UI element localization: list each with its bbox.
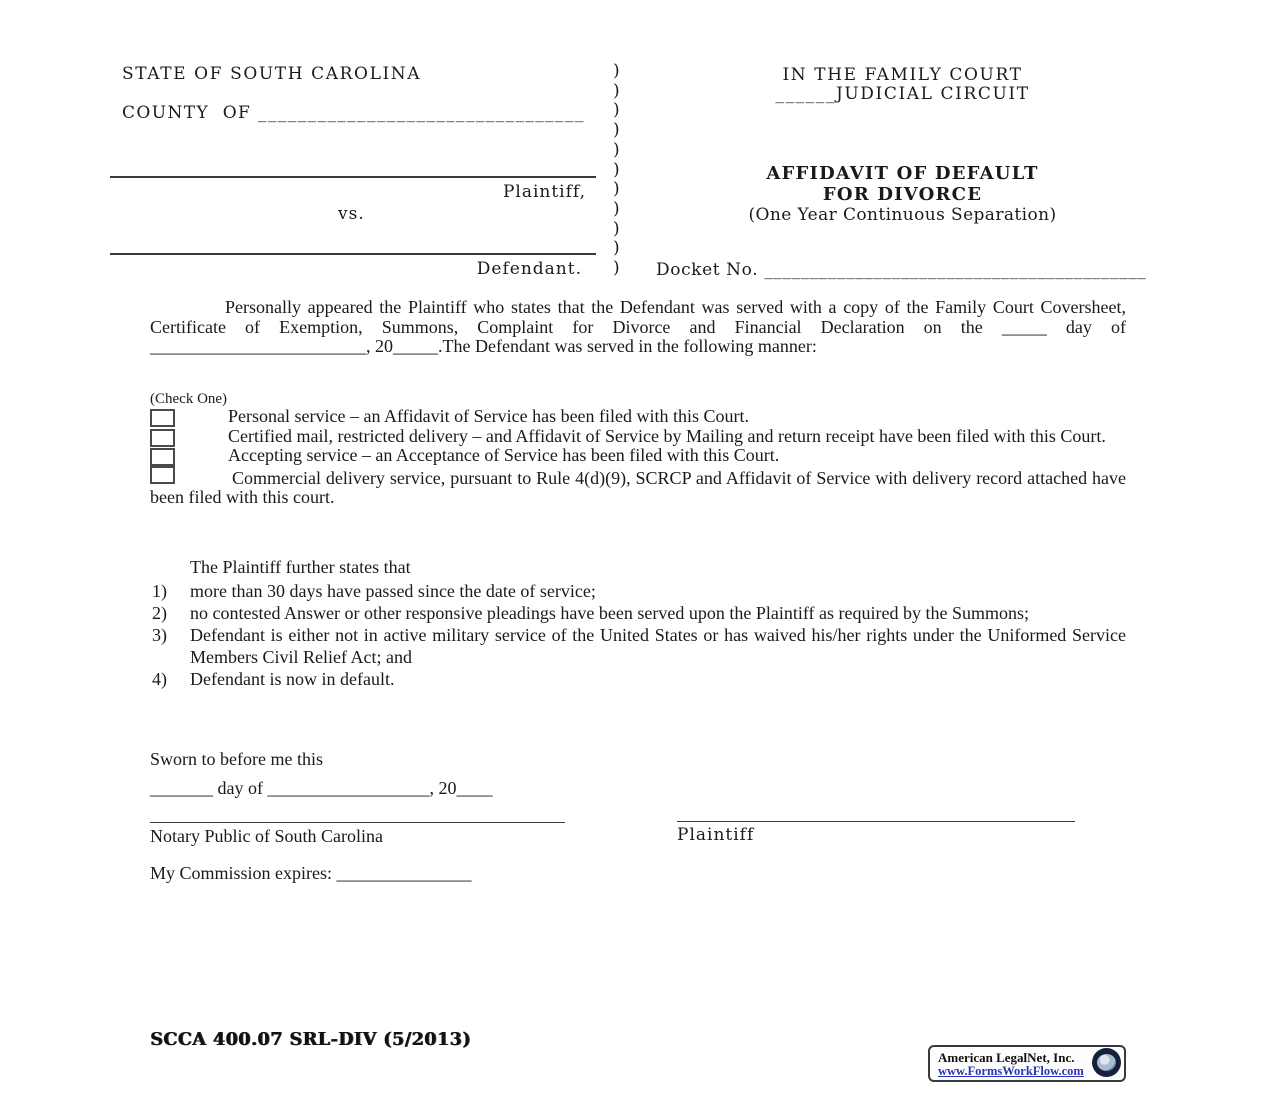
versus-label: vs. xyxy=(338,204,365,224)
defendant-name-line xyxy=(110,253,596,255)
option-certified-mail xyxy=(150,427,1126,447)
defendant-label: Defendant. xyxy=(476,259,582,279)
notary-signature-line xyxy=(150,822,565,823)
court-name: IN THE FAMILY COURT xyxy=(782,65,1023,85)
accepting-service-checkbox[interactable] xyxy=(150,448,175,466)
notary-label: Notary Public of South Carolina xyxy=(150,826,383,846)
globe-inner xyxy=(1097,1054,1116,1071)
state-line: STATE OF SOUTH CAROLINA xyxy=(122,64,422,84)
legalnet-globe-icon xyxy=(1092,1048,1121,1077)
list-item-text: more than 30 days have passed since the date of service; xyxy=(190,581,596,601)
plaintiff-name-line xyxy=(110,176,596,178)
form-subtitle: (One Year Continuous Separation) xyxy=(748,205,1057,225)
commission-expires-line: My Commission expires: _______________ xyxy=(150,863,472,883)
paren-glyph: ) xyxy=(613,179,620,200)
plaintiff-signature-line xyxy=(677,821,1075,822)
list-item-text: Defendant is either not in active military service of the United States or has waived his/her rights under the Uniformed Service Members Civil Relief Act; and xyxy=(190,625,1126,667)
docket-number-line: Docket No. __________________________________________ xyxy=(656,260,1147,280)
personal-service-text: Personal service – an Affidavit of Service has been filed with this Court. xyxy=(228,406,750,426)
sworn-line: Sworn to before me this xyxy=(150,749,323,769)
legalnet-stamp xyxy=(928,1045,1126,1082)
sworn-date-line: _______ day of __________________, 20____ xyxy=(150,778,493,798)
list-item-text: no contested Answer or other responsive pleadings have been served upon the Plaintiff as required by the Summons; xyxy=(190,603,1029,623)
paren-glyph: ) xyxy=(613,120,620,141)
certified-mail-checkbox[interactable] xyxy=(150,429,175,447)
form-title-line2: FOR DIVORCE xyxy=(822,184,983,205)
list-item xyxy=(152,602,1126,624)
certified-mail-text: Certified mail, restricted delivery – and Affidavit of Service by Mailing and return receipt have been filed with this Court. xyxy=(228,425,1106,446)
case-caption xyxy=(110,60,1155,292)
personal-service-checkbox[interactable] xyxy=(150,409,175,427)
service-method-options xyxy=(150,407,1126,508)
list-item-number: 2) xyxy=(152,603,167,623)
list-item-text: Defendant is now in default. xyxy=(190,669,395,689)
judicial-circuit-line: ______JUDICIAL CIRCUIT xyxy=(775,84,1030,104)
paren-glyph: ) xyxy=(613,218,620,239)
option-personal-service xyxy=(150,407,1126,427)
paren-glyph: ) xyxy=(613,61,620,81)
caption-parentheses-column xyxy=(613,62,620,279)
county-line: COUNTY OF _________________________________ xyxy=(122,103,585,123)
commercial-delivery-text: Commercial delivery service, pursuant to Rule 4(d)(9), SCRCP and Affidavit of Service with delivery record attached have been filed with this court. xyxy=(150,467,1127,508)
further-states-list xyxy=(152,580,1126,690)
list-item xyxy=(152,624,1126,668)
option-commercial-delivery xyxy=(150,466,1126,508)
paren-glyph: ) xyxy=(613,198,620,219)
list-item xyxy=(152,668,1126,690)
list-item-number: 3) xyxy=(152,625,167,645)
form-number: SCCA 400.07 SRL-DIV (5/2013) xyxy=(150,1030,471,1050)
legalnet-company-name: American LegalNet, Inc. xyxy=(938,1050,1075,1065)
paren-glyph: ) xyxy=(613,100,620,121)
paren-glyph: ) xyxy=(613,238,620,259)
option-accepting-service xyxy=(150,446,1126,466)
commercial-delivery-checkbox[interactable] xyxy=(150,466,175,484)
intro-paragraph: Personally appeared the Plaintiff who states that the Defendant was served with a copy of the Family Court Coversheet, Certificate of Exemption, Summons, Complaint for Divorce and Financial Declaration on the _____ day of ________________________, 20_____.The Defendant was served in the following manner: xyxy=(150,297,1126,357)
paren-glyph: ) xyxy=(613,258,620,279)
accepting-service-text: Accepting service – an Acceptance of Service has been filed with this Court. xyxy=(228,445,780,466)
paren-glyph: ) xyxy=(613,139,620,160)
caption-left-column xyxy=(110,60,596,292)
list-item-number: 4) xyxy=(152,669,167,689)
plaintiff-label: Plaintiff, xyxy=(502,182,586,202)
paren-glyph: ) xyxy=(613,159,620,180)
paren-glyph: ) xyxy=(613,80,620,101)
list-item-number: 1) xyxy=(152,581,167,601)
check-one-label: (Check One) xyxy=(150,391,228,407)
list-item xyxy=(152,580,1126,602)
formsworkflow-link[interactable]: www.FormsWorkFlow.com xyxy=(938,1064,1084,1078)
further-states-lead: The Plaintiff further states that xyxy=(190,557,411,577)
plaintiff-signature-label: Plaintiff xyxy=(677,825,755,845)
form-title-line1: AFFIDAVIT OF DEFAULT xyxy=(766,163,1039,184)
